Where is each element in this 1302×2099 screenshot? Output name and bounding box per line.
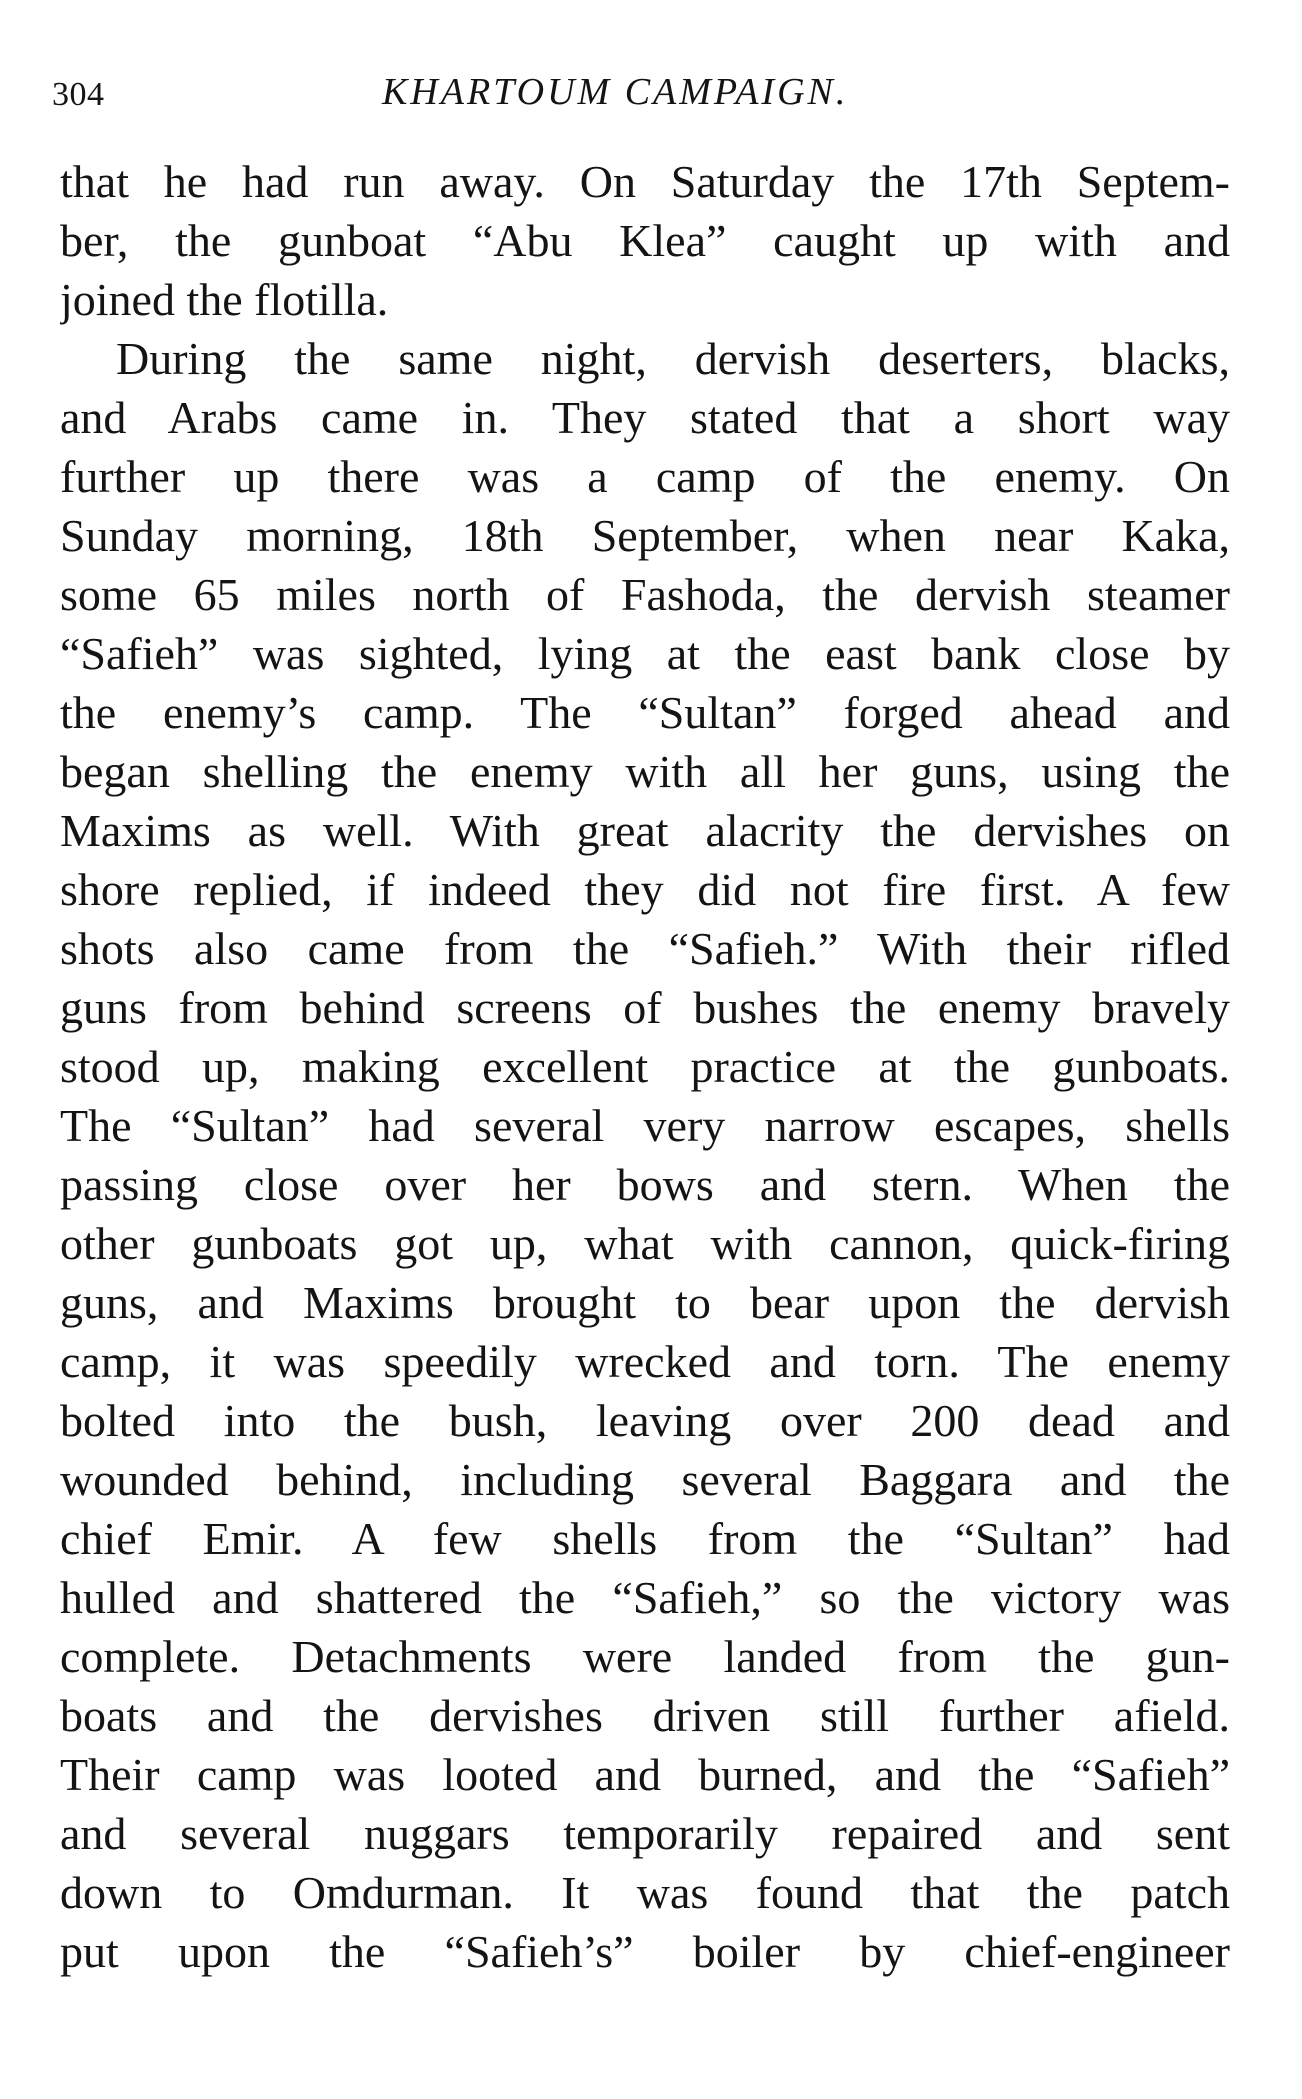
text-line: Sunday morning, 18th September, when near Kaka, [60, 510, 1230, 561]
text-line: guns, and Maxims brought to bear upon the dervish [60, 1277, 1230, 1328]
text-line: further up there was a camp of the enemy. On [60, 451, 1230, 502]
body-text [60, 152, 1230, 1981]
text-line: passing close over her bows and stern. When the [60, 1159, 1230, 1210]
text-line: began shelling the enemy with all her guns, using the [60, 746, 1230, 797]
text-line: and several nuggars temporarily repaired and sent [60, 1808, 1230, 1859]
text-line: shore replied, if indeed they did not fire first. A few [60, 864, 1230, 915]
text-line: ber, the gunboat “Abu Klea” caught up with and [60, 215, 1230, 266]
text-line: complete. Detachments were landed from the gun- [60, 1631, 1230, 1682]
text-line: hulled and shattered the “Safieh,” so the victory was [60, 1572, 1230, 1623]
running-title: KHARTOUM CAMPAIGN. [382, 71, 849, 113]
text-line: stood up, making excellent practice at the gunboats. [60, 1041, 1230, 1092]
text-line: chief Emir. A few shells from the “Sultan” had [60, 1513, 1230, 1564]
text-line: “Safieh” was sighted, lying at the east bank close by [60, 628, 1230, 679]
text-line: boats and the dervishes driven still further afield. [60, 1690, 1230, 1741]
text-line: down to Omdurman. It was found that the patch [60, 1867, 1230, 1918]
text-line: put upon the “Safieh’s” boiler by chief-engineer [60, 1926, 1230, 1977]
text-line: bolted into the bush, leaving over 200 dead and [60, 1395, 1230, 1446]
page-number: 304 [52, 76, 105, 113]
text-line: guns from behind screens of bushes the enemy bravely [60, 982, 1230, 1033]
text-line: The “Sultan” had several very narrow escapes, shells [60, 1100, 1230, 1151]
text-line: Maxims as well. With great alacrity the dervishes on [60, 805, 1230, 856]
text-line: wounded behind, including several Baggara and the [60, 1454, 1230, 1505]
page-header [52, 70, 1232, 120]
text-line: shots also came from the “Safieh.” With their rifled [60, 923, 1230, 974]
text-line: that he had run away. On Saturday the 17th Septem- [60, 156, 1230, 207]
text-line: Their camp was looted and burned, and the “Safieh” [60, 1749, 1230, 1800]
text-line: camp, it was speedily wrecked and torn. The enemy [60, 1336, 1230, 1387]
text-line: some 65 miles north of Fashoda, the dervish steamer [60, 569, 1230, 620]
text-line: joined the flotilla. [60, 274, 389, 325]
text-line: During the same night, dervish deserters, blacks, [116, 333, 1230, 384]
text-line: other gunboats got up, what with cannon, quick-firing [60, 1218, 1230, 1269]
text-line: and Arabs came in. They stated that a short way [60, 392, 1230, 443]
text-line: the enemy’s camp. The “Sultan” forged ahead and [60, 687, 1230, 738]
